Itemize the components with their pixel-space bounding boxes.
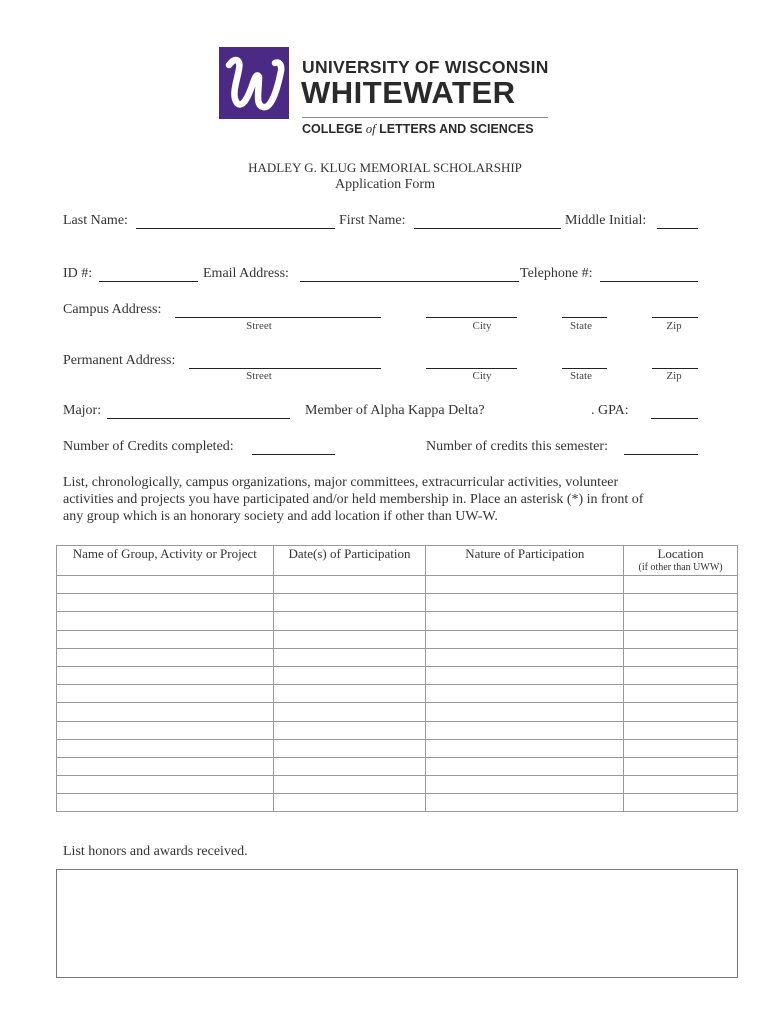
group-name-cell[interactable] bbox=[57, 576, 274, 594]
campus-zip-caption: Zip bbox=[666, 320, 682, 332]
uww-w-logo-icon bbox=[219, 47, 289, 119]
location-cell[interactable] bbox=[624, 794, 738, 812]
header-location-subtext: (if other than UWW) bbox=[638, 562, 723, 573]
campus-city-caption: City bbox=[472, 320, 492, 332]
location-cell[interactable] bbox=[624, 776, 738, 794]
credits-semester-label: Number of credits this semester: bbox=[426, 439, 608, 454]
table-row bbox=[57, 594, 738, 612]
logo-university-line: UNIVERSITY OF WISCONSIN bbox=[302, 57, 549, 77]
nature-cell[interactable] bbox=[426, 648, 624, 666]
nature-cell[interactable] bbox=[426, 721, 624, 739]
email-field[interactable] bbox=[300, 281, 519, 282]
location-cell[interactable] bbox=[624, 648, 738, 666]
location-cell[interactable] bbox=[624, 739, 738, 757]
nature-cell[interactable] bbox=[426, 666, 624, 684]
permanent-street-field[interactable] bbox=[189, 368, 381, 369]
nature-cell[interactable] bbox=[426, 703, 624, 721]
gpa-label: . GPA: bbox=[591, 403, 629, 418]
table-row bbox=[57, 685, 738, 703]
nature-cell[interactable] bbox=[426, 794, 624, 812]
location-cell[interactable] bbox=[624, 757, 738, 775]
honors-textarea[interactable] bbox=[56, 869, 738, 978]
group-name-cell[interactable] bbox=[57, 776, 274, 794]
first-name-label: First Name: bbox=[339, 213, 406, 228]
permanent-city-caption: City bbox=[472, 370, 492, 382]
last-name-label: Last Name: bbox=[63, 213, 128, 228]
instructions-line-1: List, chronologically, campus organizations, major committees, extracurricular activities, volunteer bbox=[63, 475, 619, 490]
id-field[interactable] bbox=[99, 281, 198, 282]
id-label: ID #: bbox=[63, 266, 93, 281]
group-name-cell[interactable] bbox=[57, 630, 274, 648]
telephone-label: Telephone #: bbox=[520, 266, 593, 281]
middle-initial-field[interactable] bbox=[657, 228, 698, 229]
nature-cell[interactable] bbox=[426, 739, 624, 757]
header-location bbox=[624, 546, 738, 576]
group-name-cell[interactable] bbox=[57, 685, 274, 703]
header-group-name: Name of Group, Activity or Project bbox=[57, 546, 274, 576]
table-row bbox=[57, 721, 738, 739]
instructions-line-3: any group which is an honorary society and add location if other than UW-W. bbox=[63, 509, 498, 524]
last-name-field[interactable] bbox=[136, 228, 335, 229]
location-cell[interactable] bbox=[624, 666, 738, 684]
group-name-cell[interactable] bbox=[57, 794, 274, 812]
logo-college-line bbox=[302, 122, 534, 137]
permanent-street-caption: Street bbox=[246, 370, 272, 382]
nature-cell[interactable] bbox=[426, 685, 624, 703]
credits-completed-label: Number of Credits completed: bbox=[63, 439, 234, 454]
dates-cell[interactable] bbox=[273, 648, 426, 666]
permanent-state-field[interactable] bbox=[562, 368, 607, 369]
table-row bbox=[57, 739, 738, 757]
table-row bbox=[57, 666, 738, 684]
campus-street-field[interactable] bbox=[175, 317, 381, 318]
logo-divider bbox=[302, 117, 548, 118]
table-row bbox=[57, 576, 738, 594]
header-dates: Date(s) of Participation bbox=[273, 546, 426, 576]
table-header-row bbox=[57, 546, 738, 576]
email-label: Email Address: bbox=[203, 266, 289, 281]
header-nature: Nature of Participation bbox=[426, 546, 624, 576]
campus-state-field[interactable] bbox=[562, 317, 607, 318]
form-subtitle: Application Form bbox=[335, 177, 435, 192]
dates-cell[interactable] bbox=[273, 776, 426, 794]
logo-college-word: COLLEGE bbox=[302, 122, 363, 136]
group-name-cell[interactable] bbox=[57, 594, 274, 612]
activities-table bbox=[56, 545, 738, 812]
location-cell[interactable] bbox=[624, 576, 738, 594]
table-row bbox=[57, 703, 738, 721]
campus-zip-field[interactable] bbox=[652, 317, 698, 318]
dates-cell[interactable] bbox=[273, 721, 426, 739]
major-label: Major: bbox=[63, 403, 102, 418]
location-cell[interactable] bbox=[624, 685, 738, 703]
campus-state-caption: State bbox=[570, 320, 592, 332]
dates-cell[interactable] bbox=[273, 630, 426, 648]
activities-table-body bbox=[57, 576, 738, 812]
table-row bbox=[57, 794, 738, 812]
table-row bbox=[57, 757, 738, 775]
dates-cell[interactable] bbox=[273, 594, 426, 612]
instructions-line-2: activities and projects you have participated and/or held membership in. Place an asterisk (*) in front of bbox=[63, 492, 644, 507]
group-name-cell[interactable] bbox=[57, 721, 274, 739]
nature-cell[interactable] bbox=[426, 630, 624, 648]
honors-label: List honors and awards received. bbox=[63, 844, 248, 859]
alpha-kappa-delta-label: Member of Alpha Kappa Delta? bbox=[305, 403, 485, 418]
logo-letters-sciences: LETTERS AND SCIENCES bbox=[379, 122, 534, 136]
dates-cell[interactable] bbox=[273, 666, 426, 684]
nature-cell[interactable] bbox=[426, 576, 624, 594]
location-cell[interactable] bbox=[624, 630, 738, 648]
dates-cell[interactable] bbox=[273, 757, 426, 775]
scholarship-title: HADLEY G. KLUG MEMORIAL SCHOLARSHIP bbox=[248, 160, 522, 175]
campus-street-caption: Street bbox=[246, 320, 272, 332]
location-cell[interactable] bbox=[624, 703, 738, 721]
credits-completed-field[interactable] bbox=[252, 454, 335, 455]
group-name-cell[interactable] bbox=[57, 739, 274, 757]
middle-initial-label: Middle Initial: bbox=[565, 213, 647, 228]
permanent-zip-caption: Zip bbox=[666, 370, 682, 382]
group-name-cell[interactable] bbox=[57, 703, 274, 721]
table-row bbox=[57, 648, 738, 666]
permanent-zip-field[interactable] bbox=[652, 368, 698, 369]
permanent-state-caption: State bbox=[570, 370, 592, 382]
location-cell[interactable] bbox=[624, 721, 738, 739]
nature-cell[interactable] bbox=[426, 612, 624, 630]
table-row bbox=[57, 630, 738, 648]
credits-semester-field[interactable] bbox=[624, 454, 698, 455]
group-name-cell[interactable] bbox=[57, 757, 274, 775]
header-location-label: Location bbox=[657, 546, 704, 561]
dates-cell[interactable] bbox=[273, 703, 426, 721]
gpa-field[interactable] bbox=[651, 418, 698, 419]
table-row bbox=[57, 776, 738, 794]
group-name-cell[interactable] bbox=[57, 648, 274, 666]
logo-whitewater-line: WHITEWATER bbox=[301, 75, 516, 110]
nature-cell[interactable] bbox=[426, 757, 624, 775]
group-name-cell[interactable] bbox=[57, 666, 274, 684]
dates-cell[interactable] bbox=[273, 794, 426, 812]
campus-city-field[interactable] bbox=[426, 317, 517, 318]
permanent-city-field[interactable] bbox=[426, 368, 517, 369]
dates-cell[interactable] bbox=[273, 739, 426, 757]
nature-cell[interactable] bbox=[426, 594, 624, 612]
group-name-cell[interactable] bbox=[57, 612, 274, 630]
nature-cell[interactable] bbox=[426, 776, 624, 794]
first-name-field[interactable] bbox=[414, 228, 561, 229]
dates-cell[interactable] bbox=[273, 685, 426, 703]
major-field[interactable] bbox=[107, 418, 290, 419]
campus-address-label: Campus Address: bbox=[63, 302, 162, 317]
location-cell[interactable] bbox=[624, 594, 738, 612]
dates-cell[interactable] bbox=[273, 612, 426, 630]
logo-of-word: of bbox=[365, 122, 376, 136]
table-row bbox=[57, 612, 738, 630]
location-cell[interactable] bbox=[624, 612, 738, 630]
telephone-field[interactable] bbox=[600, 281, 698, 282]
permanent-address-label: Permanent Address: bbox=[63, 353, 176, 368]
dates-cell[interactable] bbox=[273, 576, 426, 594]
